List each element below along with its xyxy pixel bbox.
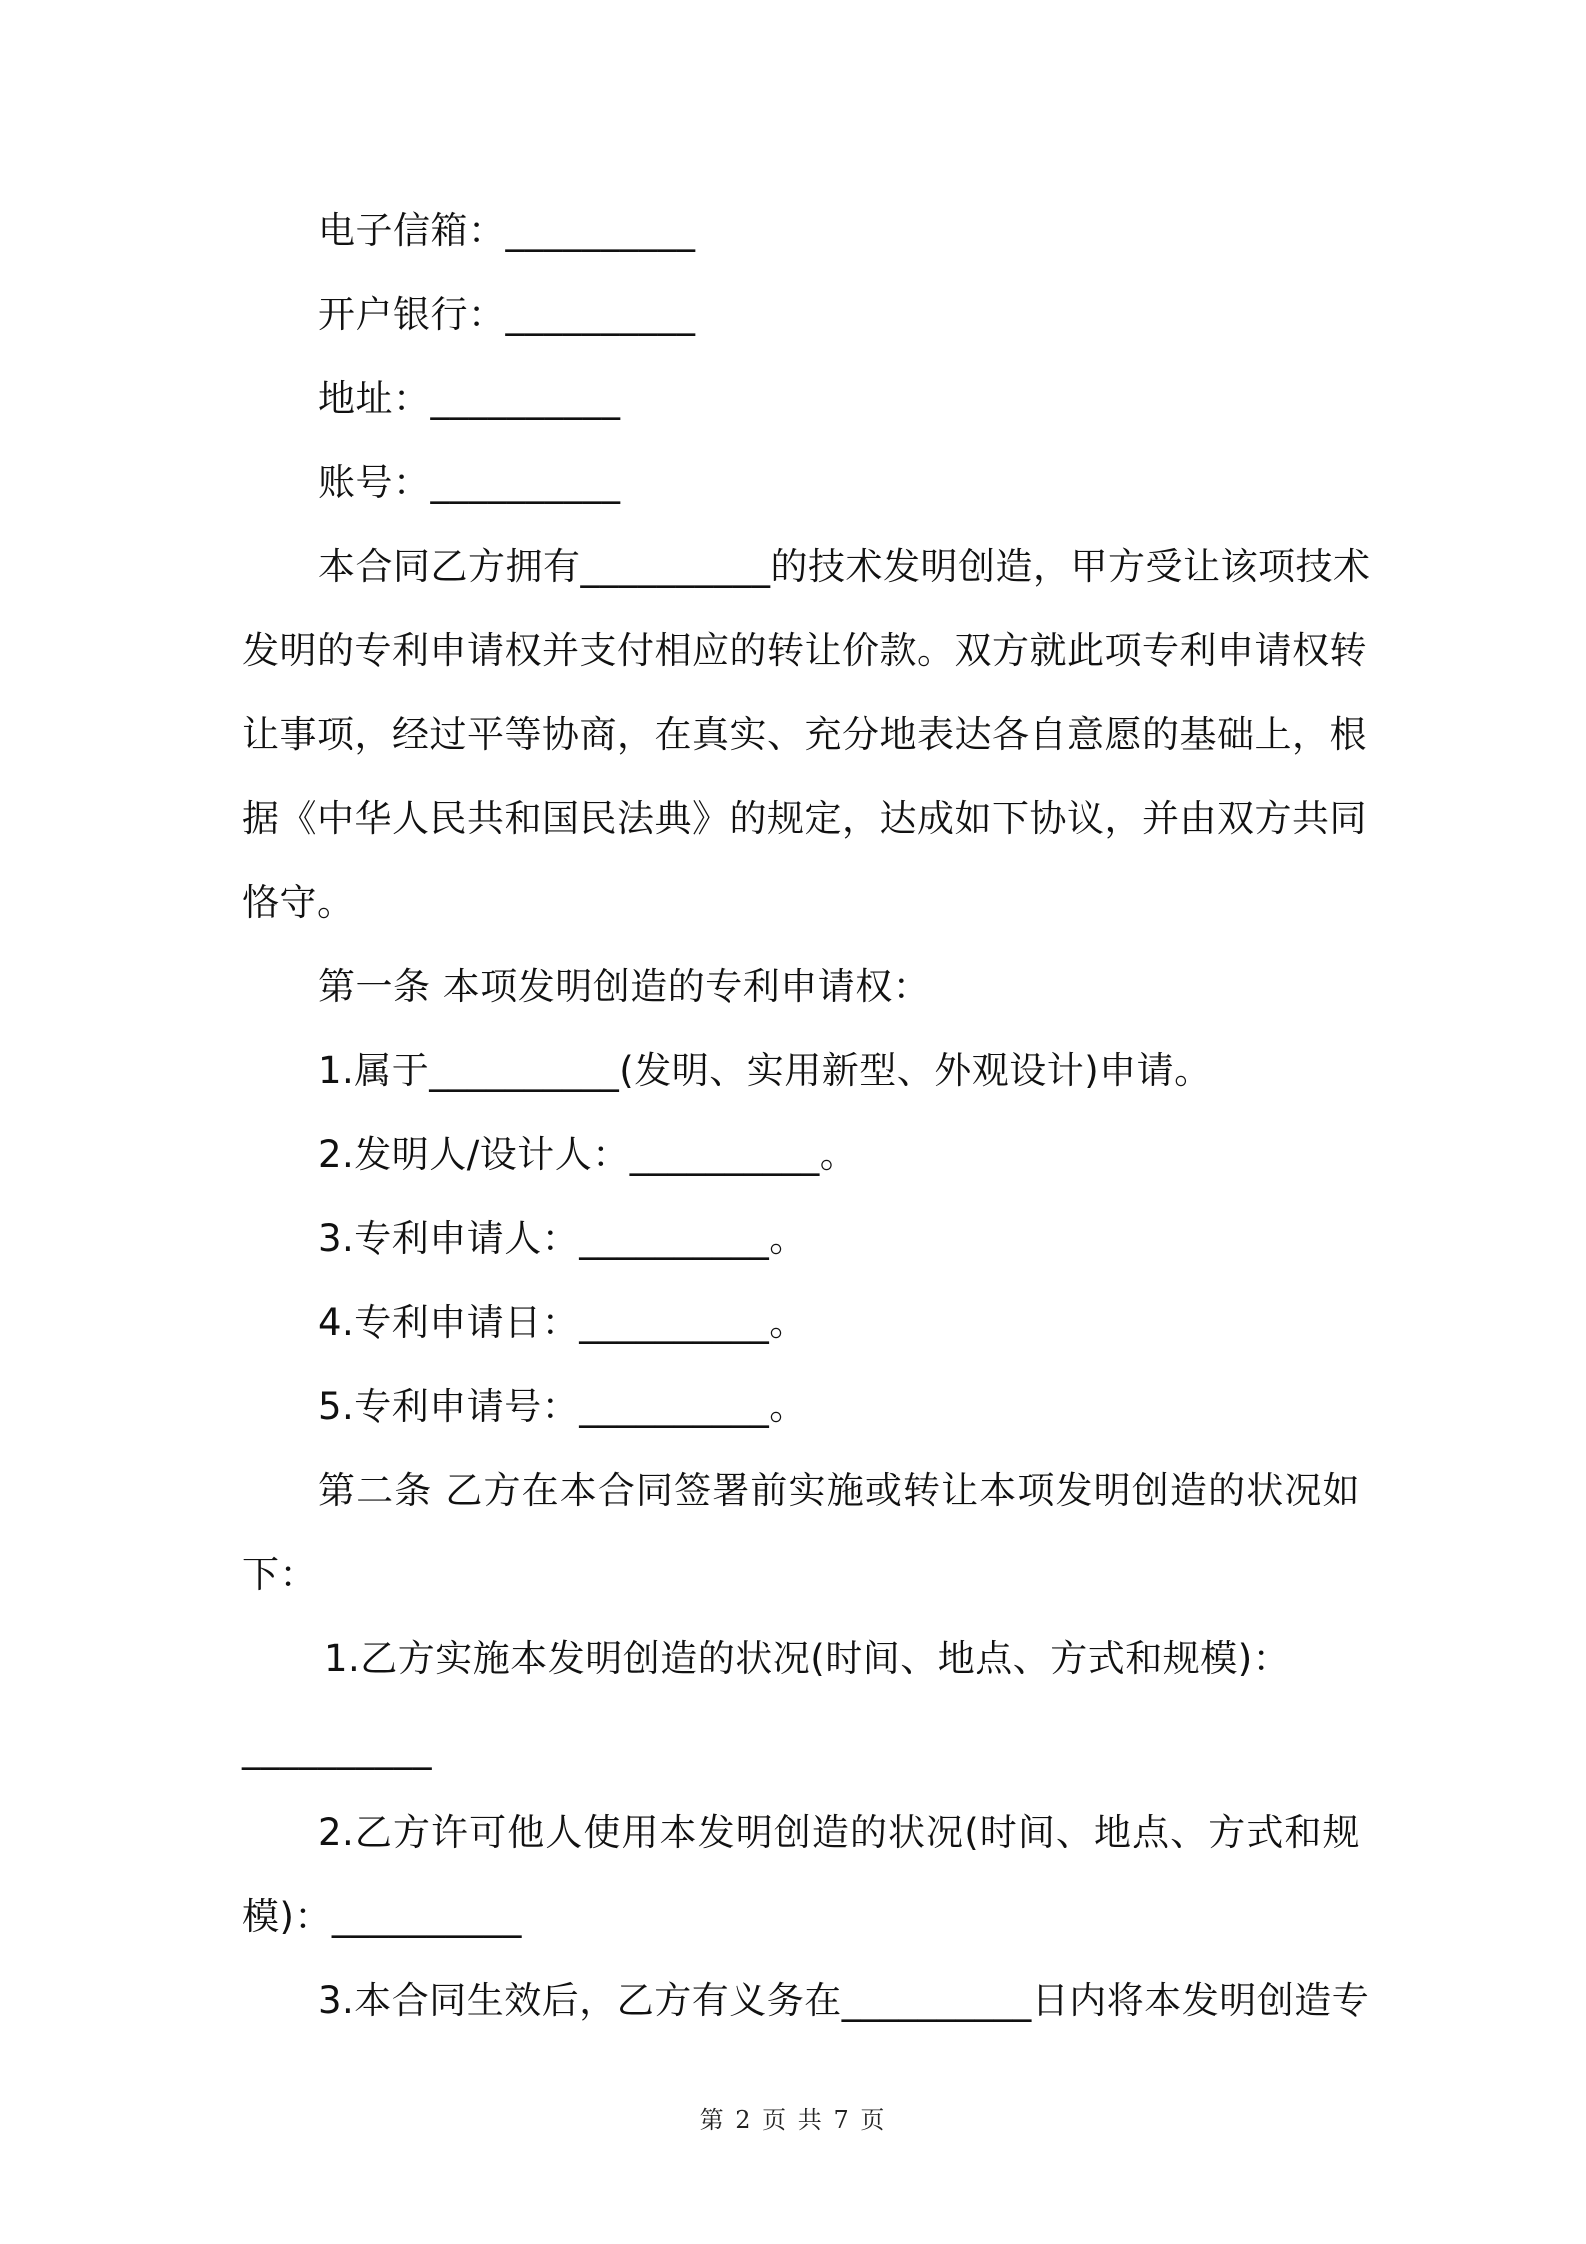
preamble-line-4: 据《中华人民共和国民法典》的规定，达成如下协议，并由双方共同: [242, 797, 1367, 840]
article-1-item-1: 1.属于__________(发明、实用新型、外观设计)申请。: [318, 1049, 1212, 1092]
article-1-item-3: 3.专利申请人：__________。: [318, 1217, 807, 1260]
field-address: 地址：__________: [318, 377, 621, 420]
article-2-heading: 第二条 乙方在本合同签署前实施或转让本项发明创造的状况如: [318, 1469, 1360, 1512]
article-2-item-1: 1.乙方实施本发明创造的状况(时间、地点、方式和规模)：: [324, 1637, 1291, 1680]
field-email: 电子信箱：__________: [318, 209, 696, 252]
field-bank: 开户银行：__________: [318, 293, 696, 336]
article-2-item-3: 3.本合同生效后，乙方有义务在__________日内将本发明创造专: [318, 1979, 1370, 2022]
article-1-item-5: 5.专利申请号：__________。: [318, 1385, 807, 1428]
preamble-line-3: 让事项，经过平等协商，在真实、充分地表达各自意愿的基础上，根: [242, 713, 1367, 756]
preamble-line-2: 发明的专利申请权并支付相应的转让价款。双方就此项专利申请权转: [242, 629, 1367, 672]
page-number: 第 2 页 共 7 页: [699, 2106, 887, 2134]
article-1-heading: 第一条 本项发明创造的专利申请权：: [318, 965, 931, 1008]
preamble-line-1: 本合同乙方拥有__________的技术发明创造，甲方受让该项技术: [318, 545, 1371, 588]
article-1-item-2: 2.发明人/设计人：__________。: [318, 1133, 858, 1176]
field-account: 账号：__________: [318, 461, 621, 504]
article-1-item-4: 4.专利申请日：__________。: [318, 1301, 807, 1344]
preamble-line-5: 恪守。: [242, 881, 355, 924]
article-2-heading-cont: 下：: [242, 1553, 317, 1596]
article-2-item-1-blank: __________: [242, 1727, 432, 1770]
article-2-item-2: 2.乙方许可他人使用本发明创造的状况(时间、地点、方式和规: [318, 1811, 1360, 1854]
article-2-item-2-cont: 模)：__________: [242, 1895, 522, 1938]
